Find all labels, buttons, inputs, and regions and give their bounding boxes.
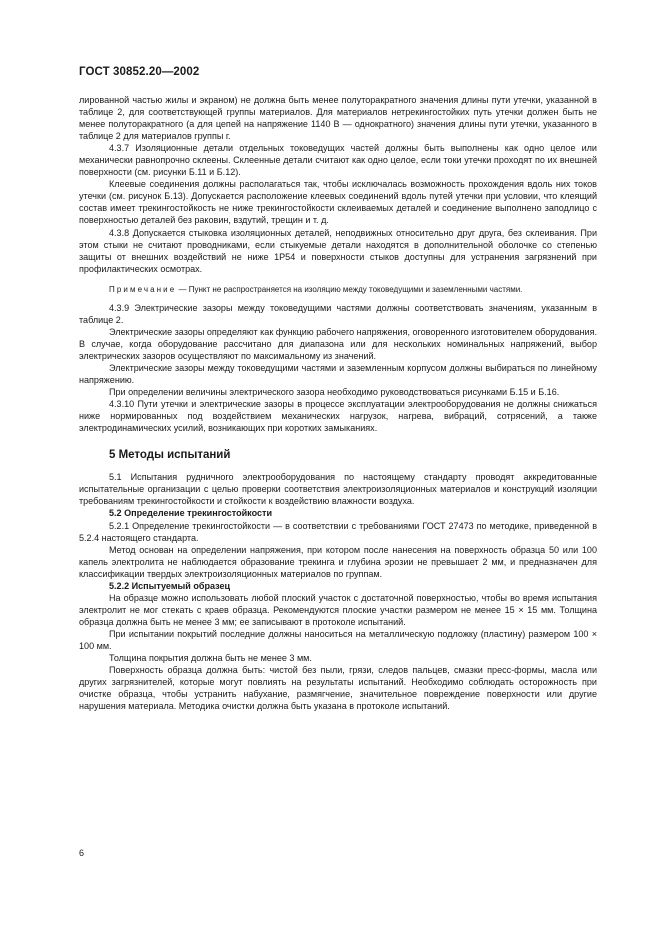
paragraph: 4.3.10 Пути утечки и электрические зазоры в процессе эксплуатации электрооборудования не должны снижаться ниже нормированных под воздействием механических нагрузок, нагрева, вибраций, сотрясений, а также электродинамических усилий, возникающих при коротких замыканиях. (79, 399, 597, 434)
paragraph: 5.2.1 Определение трекингостойкости — в соответствии с требованиями ГОСТ 27473 по методике, приведенной в 5.2.4 настоящего стандарта. (79, 520, 597, 543)
subsection-title: 5.2 Определение трекингостойкости (109, 508, 273, 519)
paragraph: На образце можно использовать любой плоский участок с достаточной поверхностью, чтобы во время испытания электролит не мог стекать с краев образца. Рекомендуются плоские участки размером не менее 15 × 15 мм. Толщина образца должна быть не менее 3 мм; ее записывают в протоколе испытаний. (79, 592, 597, 627)
paragraph: При испытании покрытий последние должны наноситься на металлическую подложку (пластину) размером 100 × 100 мм. (79, 628, 597, 651)
paragraph: Толщина покрытия должна быть не менее 3 мм. (109, 653, 312, 664)
paragraph: Электрические зазоры определяют как функцию рабочего напряжения, оговоренного изготовителем оборудования. В случае, когда оборудование рассчитано для диапазона или для нескольких номинальных напряжений, выбор электрических зазоров осуществляют по максимальному из значений. (79, 326, 597, 361)
paragraph: 4.3.8 Допускается стыковка изоляционных деталей, неподвижных относительно друг друга, без склеивания. При этом стыки не считают проводниками, если стыкуемые детали находятся в дополнительной оболочке со степенью защиты от внешних воздействий не ниже 1Р54 и поверхности стыков доступны для устранения загрязнений при профилактических осмотрах. (79, 227, 597, 274)
note-text: — Пункт не распространяется на изоляцию между токоведущими и заземленными частями. (176, 284, 523, 294)
subsection-title: 5.2.2 Испытуемый образец (109, 580, 231, 591)
paragraph: Метод основан на определении напряжения, при котором после нанесения на поверхность образца 50 или 100 капель электролита не наблюдается образование трекинга и глубина эрозии не превышает 2 мм, и предназначен для классификации твердых электроизоляционных материалов по группам. (79, 544, 597, 579)
note (79, 284, 597, 296)
paragraph: 4.3.7 Изоляционные детали отдельных токоведущих частей должны быть выполнены как одно целое или механически равнопрочно склеены. Склеенные детали считают как одно целое, если токи утечки проходят по их внешней поверхности (см. рисунки Б.11 и Б.12). (79, 143, 597, 178)
paragraph: Поверхность образца должна быть: чистой без пыли, грязи, следов пальцев, смазки пресс-формы, масла или других загрязнителей, которые могут повлиять на результаты испытаний. Необходимо соблюдать осторожность при очистке образца, чтобы устранить набухание, размягчение, значительное повреждение поверхности или другие нарушения материала. Методика очистки должна быть указана в протоколе испытаний. (79, 665, 597, 712)
paragraph: 5.1 Испытания рудничного электрооборудования по настоящему стандарту проводят аккредитованные испытательные организации с целью проверки соответствия электроизоляционных материалов и конструкций изоляции требованиям трекингостойкости и стойкости к воздействию влажности воздуха. (79, 472, 597, 507)
paragraph: 4.3.9 Электрические зазоры между токоведущими частями должны соответствовать значениям, указанным в таблице 2. (79, 302, 597, 325)
document-body (79, 94, 597, 712)
paragraph: При определении величины электрического зазора необходимо руководствоваться рисунками Б.15 и Б.16. (109, 387, 560, 398)
section-title: 5 Методы испытаний (109, 449, 231, 462)
paragraph: лированной частью жилы и экраном) не должна быть менее полуторакратного значения длины пути утечки, указанной в таблице 2, для соответствующей группы материалов. Для материалов нетрекингостойких путь утечки должен быть не менее полуторакратного (а для цепей на напряжение 1140 В — однократного) значения длины пути утечки, указанного в таблице 2 для материалов группы г. (79, 95, 597, 142)
page-number: 6 (79, 848, 85, 858)
paragraph: Клеевые соединения должны располагаться так, чтобы исключалась возможность прохождения вдоль них токов утечки (см. рисунок Б.13). Допускается расположение клеевых соединений вдоль путей утечки при условии, что клеящий состав имеет трекингостойкость не ниже трекингостойкости склеиваемых деталей и соединение выполнено заподлицо с поверхностью деталей без раковин, вздутий, трещин и т. д. (79, 179, 597, 226)
note-label: Примечание (109, 284, 177, 294)
document-header: ГОСТ 30852.20—2002 (79, 66, 200, 78)
paragraph: Электрические зазоры между токоведущими частями и заземленным корпусом должны выбираться по линейному напряжению. (79, 362, 597, 386)
